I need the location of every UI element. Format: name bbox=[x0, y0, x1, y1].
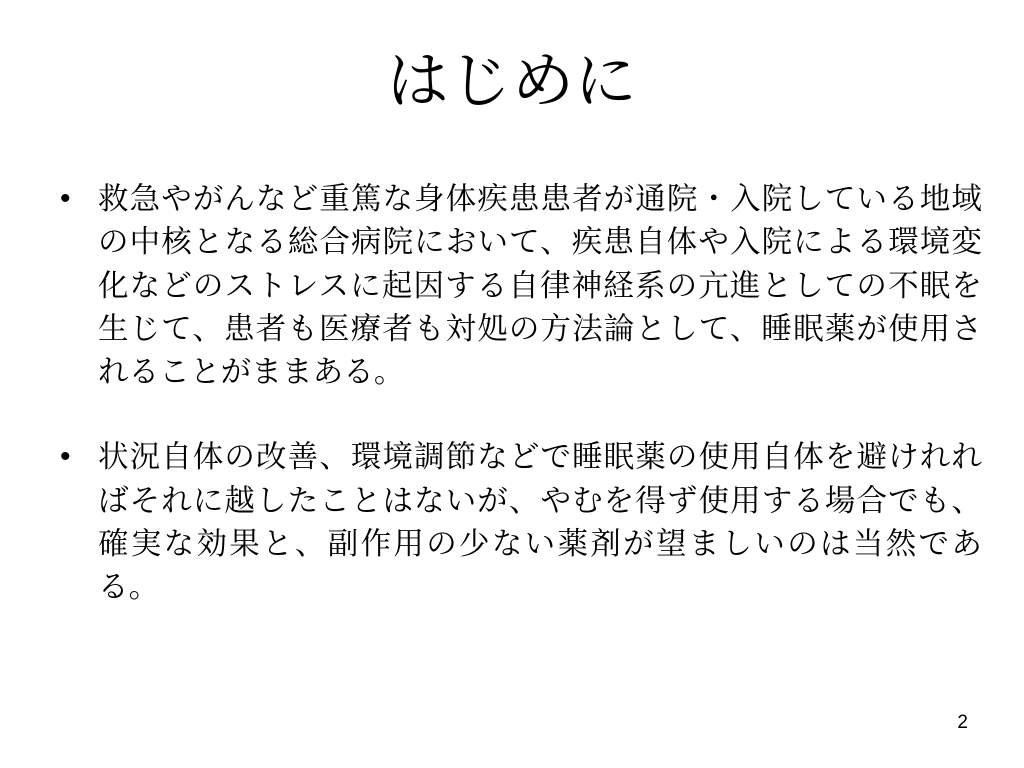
bullet-marker-icon: • bbox=[60, 182, 71, 215]
list-item-text: 救急やがんなど重篤な身体疾患患者が通院・入院している地域の中核となる総合病院において、疾患自体や入院による環境変化などのストレスに起因する自律神経系の亢進としての不眠を生じて、患者も医療者も対処の方法論として、睡眠薬が使用されることがままある。 bbox=[98, 182, 982, 390]
list-item-text: 状況自体の改善、環境調節などで睡眠薬の使用自体を避けれればそれに越したことはないが、やむを得ず使用する場合でも、確実な効果と、副作用の少ない薬剤が望ましいのは当然である。 bbox=[98, 440, 982, 605]
page-number: 2 bbox=[957, 712, 968, 733]
bullet-list bbox=[52, 178, 982, 610]
list-item bbox=[52, 436, 982, 609]
list-item bbox=[52, 178, 982, 394]
page-title: はじめに bbox=[386, 47, 638, 116]
bullet-marker-icon: • bbox=[60, 440, 71, 474]
